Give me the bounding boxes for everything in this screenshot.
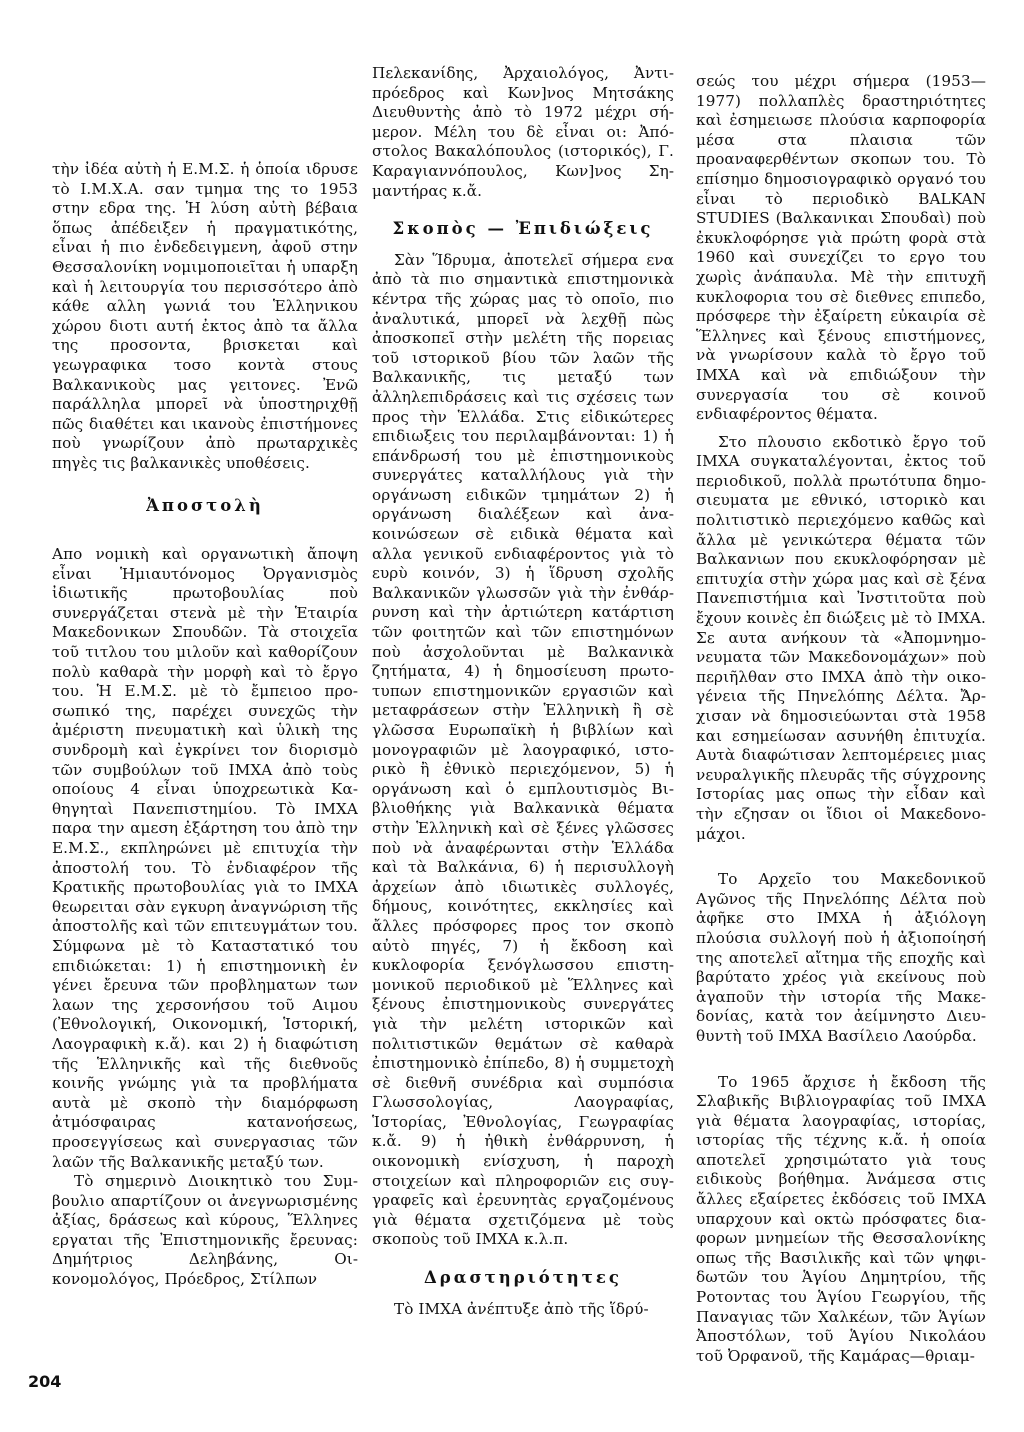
text-column-middle (372, 64, 674, 1319)
paragraph: Απο νομικὴ καὶ οργανωτικὴ ἄποψη εἶναι Ἡμιαυτόνομος Ὀργανισμὸς ἰδιωτικῆς πρωτοβουλίας ποὺ συνεργάζεται στενὰ μὲ τὴν Ἑταιρία Μακεδονικων Σπουδῶν. Τὰ στοιχεῖα τοῦ τιτλου του μιλοῦν καὶ καθορίζουν πολὺ καθαρὰ τὴν μορφὴ καὶ τὸ ἔργο του. Ἡ Ε.Μ.Σ. μὲ τὸ ἔμπειοο προσωπικό της, παρέχει συνεχῶς τὴν ἀμέριστη πνευματικὴ καὶ ὑλικὴ της συνδρομὴ καὶ ἐγκρίνει τον διορισμὸ τῶν συμβούλων τοῦ ΙΜΧΑ ἀπὸ τοὺς οποίους 4 εἶναι ὑποχρεωτικὰ Καθηγηταὶ Πανεπιστημίου. Τὸ ΙΜΧΑ παρα την αμεση ἐξάρτηση του ἀπὸ την Ε.Μ.Σ., εκπληρώνει μὲ επιτυχία τὴν ἀποστολή του. Τὸ ἐνδιαφέρον τῆς Κρατικῆς πρωτοβουλίας γιὰ το ΙΜΧΑ θεωρειται σὰν εγκυρη ἀναγνώριση τῆς ἀποστολῆς καὶ τῶν επιτευγμάτων του. Σύμφωνα μὲ τὸ Καταστατικό του επιδιώκεται: 1) ἡ επιστημονικὴ ἐν γένει ἔρευνα τῶν προβληματων των λαων της χερσονήσου τοῦ Αιμου (Ἐθνολογική, Οικονομική, Ἱστορική, Λαογραφικὴ κ.ἄ). και 2) ἡ διαφώτιση τῆς Ἑλληνικῆς καὶ τῆς διεθνοῦς κοινῆς γνώμης γιὰ τα προβλήματα αυτὰ μὲ σκοπὸ τὴν διαμόρφωση ἀτμόσφαιρας κατανοήσεως, προσεγγίσεως καὶ συνεργασιας τῶν λαῶν τῆς Βαλκανικῆς μεταξύ των. (52, 545, 358, 1171)
paragraph: σεώς του μέχρι σήμερα (1953—1977) πολλαπλὲς δραστηριότητες καὶ ἐσημειωσε πλούσια καρποφορία μέσα στα πλαισια τῶν προαναφερθέντων σκοπων του. Τὸ επίσημο δημοσιογραφικὸ οργανό του εἶναι τὸ περιοδικὸ BALKAN STUDIES (Βαλκανικαι Σπουδαὶ) ποὺ ἐκυκλοφόρησε γιὰ πρώτη φορὰ στὰ 1960 καὶ συνεχίζει το εργο του χωρὶς ἀνάπαυλα. Μὲ τὴν επιτυχῆ κυκλοφορια του σὲ διεθνες επιπεδο, πρόσφερε τὴν ἐξαίρετη εὐκαιρία σὲ Ἕλληνες καὶ ξένους επιστήμονες, νὰ γνωρίσουν καλὰ τὸ ἔργο τοῦ ΙΜΧΑ καὶ νὰ επιδιώξουν τὴν συνεργασία του σὲ κοινοῦ ενδιαφέροντος θέματα. (696, 72, 986, 424)
paragraph: Τὸ ΙΜΧΑ ἀνέπτυξε ἀπὸ τῆς ἵδρύ- (394, 1299, 649, 1318)
paragraph: Σὰν Ἵδρυμα, ἀποτελεῖ σήμερα ενα ἀπὸ τὰ πιο σημαντικὰ επιστημονικὰ κέντρα τῆς χώρας μας τὸ οποῖο, πιο ἀναλυτικά, μπορεῖ νὰ λεχθῇ πὼς ἀποσκοπεῖ στὴν μελέτη τῆς πορειας τοῦ ιστορικοῦ βίου τῶν λαῶν τῆς Βαλκανικῆς, τις μεταξύ των ἀλληλεπιδράσεις καὶ τις σχέσεις των προς τὴν Ἑλλάδα. Στις εἰδικώτερες επιδιωξεις του περιλαμβάνονται: 1) ἡ επάνδρωσή του μὲ ἐπιστημονικοὺς συνεργάτες καταλλήλους γιὰ τὴν οργάνωση ειδικῶν τμημάτων 2) ἡ οργάνωση διαλέξεων καὶ ἀνακοινώσεων σὲ ειδικὰ θέματα καὶ αλλα γενικοῦ ενδιαφέροντος γιὰ τὸ ευρὺ κοινόν, 3) ἡ ἵδρυση σχολῆς Βαλκανικῶν γλωσσῶν γιὰ τὴν ἐνθάρρυνση καὶ τὴν ἀρτιώτερη κατάρτιση τῶν φοιτητῶν καὶ τῶν επιστημόνων ποὺ ἀσχολοῦνται μὲ Βαλκανικὰ ζητήματα, 4) ἡ δημοσίευση πρωτοτυπων επιστημονικῶν εργασιῶν καὶ μεταφράσεων στὴν Ἑλληνικὴ ἢ σὲ γλῶσσα Ευρωπαϊκὴ ἡ βιβλίων καὶ μονογραφιῶν μὲ λαογραφικό, ιστορικὸ ἢ ἐθνικὸ περιεχόμενον, 5) ἡ οργάνωση καὶ ὁ εμπλουτισμὸς Βιβλιοθήκης γιὰ Βαλκανικὰ θέματα στὴν Ἑλληνικὴ καὶ σὲ ξένες γλῶσσες ποὺ νὰ ἀναφέρωνται στὴν Ἑλλάδα καὶ τὰ Βαλκάνια, 6) ἡ περισυλλογὴ ἀρχείων ἀπὸ ιδιωτικὲς συλλογές, δήμους, κοινότητες, εκκλησίες καὶ ἄλλες πρόσφορες προς τον σκοπὸ αὐτὸ πηγές, 7) ἡ ἔκδοση καὶ κυκλοφορία ξενόγλωσσου επιστημονικοῦ περιοδικοῦ μὲ Ἕλληνες καὶ ξένους ἐπιστημονικοὺς συνεργάτες γιὰ τὴν μελέτη ιστορικῶν καὶ πολιτιστικῶν θεμάτων σὲ καθαρὰ ἐπιστημονικὸ ἐπίπεδο, 8) ἡ συμμετοχὴ σὲ διεθνῆ συνέδρια καὶ συμπόσια Γλωσσολογίας, Λαογραφίας, Ἱστορίας, Ἐθνολογίας, Γεωγραφίας κ.ἄ. 9) ἡ ἠθικὴ ἐνθάρρυνση, ἡ οικονομικὴ ενίσχυση, ἡ παροχὴ στοιχείων καὶ πληροφοριῶν εις συγγραφεῖς καὶ ἐρευνητὰς εργαζομένους γιὰ θέματα σχετιζόμενα μὲ τοὺς σκοποὺς τοῦ ΙΜΧΑ κ.λ.π. (372, 250, 674, 1249)
text-column-left (52, 160, 358, 1290)
paragraph: Πελεκανίδης, Ἀρχαιολόγος, Ἀντιπρόεδρος καὶ Κων]νος Μητσάκης Διευθυντὴς ἀπὸ τὸ 1972 μέχρι σήμερον. Μέλη του δὲ εἶναι οι: Ἀπόστολος Βακαλόπουλος (ιστορικός), Γ. Καραγιαννόπουλος, Κων]νος Σημαντήρας κ.ἄ. (372, 64, 674, 200)
page-number: 204 (28, 1372, 62, 1391)
section-heading-drastiriotites: Δραστηριότητες (424, 1268, 622, 1288)
text-column-right (696, 72, 986, 1366)
paragraph: Το 1965 ἄρχισε ἡ ἔκδοση τῆς Σλαβικῆς Βιβλιογραφίας τοῦ ΙΜΧΑ γιὰ θέματα λαογραφίας, ιστορίας, ιστορίας τῆς τέχνης κ.ἄ. ἡ οποία αποτελεῖ χρησιμώτατο γιὰ τους ειδικοὺς βοήθημα. Ἀνάμεσα στις ἄλλες εξαίρετες ἐκδόσεις τοῦ ΙΜΧΑ υπαρχουν καὶ οκτὼ πρόσφατες διαφορων μνημείων τῆς Θεσσαλονίκης οπως τῆς Βασιλικῆς καὶ τῶν ψηφιδωτῶν του Ἁγίου Δημητρίου, τῆς Ροτοντας του Ἁγίου Γεωργίου, τῆς Παναγιας τῶν Χαλκέων, τῶν Ἁγίων Ἀποστόλων, τοῦ Ἁγίου Νικολάου τοῦ Ὀρφανοῦ, τῆς Καμάρας—θριαμ- (696, 1072, 986, 1365)
paragraph: τὴν ἰδέα αὐτὴ ἡ Ε.Μ.Σ. ἡ ὁποία ιδρυσε τὸ Ι.Μ.Χ.Α. σαν τμημα της το 1953 στην εδρα της. Ἡ λύση αὐτὴ βέβαια ὅπως ἀπέδειξεν ἡ πραγματικότης, εἶναι ἡ πιο ἐνδεδειγμενη, ἀφοῦ στην Θεσσαλονίκη νομιμοποιεῖται ἡ υπαρξη καὶ ἡ λειτουργία του περισσότερο ἀπὸ κάθε αλλη γωνιά του Ἑλληνικου χώρου διοτι αυτή ἐκτος ἀπὸ τα ἄλλα της προσοντα, βρισκεται καὶ γεωγραφικα τοσο κοντὰ στους Βαλκανικοὺς μας γειτονες. Ἐνῶ παράλληλα μπορεῖ νὰ ὑποστηριχθῇ πῶς διαθέτει και ικανοὺς ἐπιστήμονες ποὺ γνωρίζουν ἀπὸ πρωταρχικὲς πηγὲς τις βαλκανικὲς υποθέσεις. (52, 160, 358, 472)
paragraph: Στο πλουσιο εκδοτικὸ ἔργο τοῦ ΙΜΧΑ συγκαταλέγονται, ἐκτος τοῦ περιοδικοῦ, πολλὰ πρωτότυπα δημοσιευματα με εθνικό, ιστορικὸ και πολιτιστικὸ περιεχόμενο καθῶς καὶ ἄλλα μὲ γενικώτερα θέματα τῶν Βαλκανιων που εκυκλοφόρησαν μὲ επιτυχία στὴν χώρα μας καὶ σὲ ξένα Πανεπιστήμια καὶ Ἰνστιτοῦτα ποὺ ἔχουν κοινὲς ἐπ διώξεις μὲ τὸ ΙΜΧΑ. Σε αυτα ανήκουν τὰ «Ἀπομνημονευματα τῶν Μακεδονομάχων» ποὺ περιῆλθαν στο ΙΜΧΑ ἀπὸ τὴν οικογένεια τῆς Πηνελόπης Δέλτα. Ἄρχισαν νὰ δημοσιεύωνται στὰ 1958 και εσημείωσαν ασυνήθη ἐπιτυχία. Αυτὰ διαφώτισαν λεπτομέρειες μιας νευραλγικῆς πλευρᾶς τῆς σύγχρονης Ιστορίας μας οπως τὴν εἶδαν καὶ τὴν εζησαν οι ἴδιοι οἱ Μακεδονομάχοι. (696, 432, 986, 843)
paragraph: Τὸ σημερινὸ Διοικητικὸ του Συμβουλιο απαρτίζουν οι ἀνεγνωρισμένης ἀξίας, δράσεως καὶ κύρους, Ἕλληνες εργαται τῆς Ἐπιστημονικῆς ἔρευνας: Δημήτριος Δεληβάνης, Οικονομολόγος, Πρόεδρος, Στίλπων (52, 1172, 358, 1289)
section-heading-skopos: Σκοπὸς — Ἐπιδιώξεις (392, 219, 654, 239)
paragraph: Το Αρχεῖο του Μακεδονικοῦ Αγῶνος τῆς Πηνελόπης Δέλτα ποὺ ἀφῆκε στο ΙΜΧΑ ἡ ἀξιόλογη πλούσια συλλογή ποὺ ἡ ἀξιοποίησή της αποτελεῖ αἴτημα τῆς εποχῆς καὶ βαρύτατο χρέος γιὰ εκείνους ποὺ ἀγαποῦν τὴν ιστορία τῆς Μακεδονίας, κατὰ τον ἀείμνηστο Διευθυντὴ τοῦ ΙΜΧΑ Βασίλειο Λαούρδα. (696, 870, 986, 1045)
section-heading-apostoli: Ἀποστολὴ (146, 495, 264, 515)
